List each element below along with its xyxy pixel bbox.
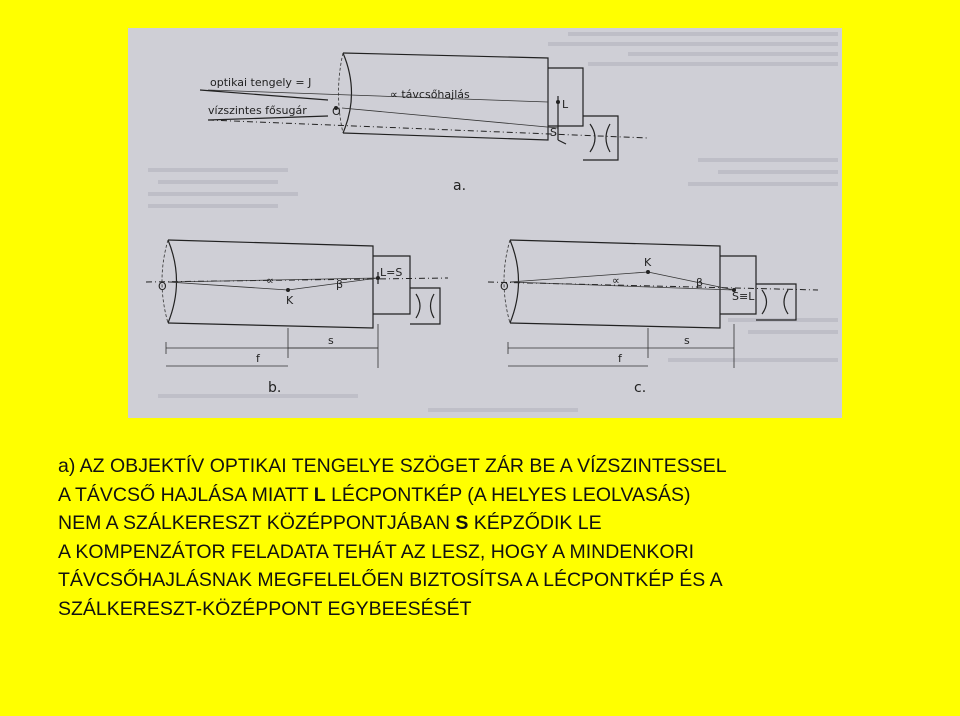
label-alpha-b: ∝ <box>266 274 274 287</box>
caption-a: a. <box>453 178 467 194</box>
label-SL-c: S≡L <box>732 290 755 303</box>
label-LS-b: L=S <box>380 266 403 279</box>
label-O-b: O <box>158 280 167 293</box>
background-ghost-text <box>148 32 838 412</box>
objective-lens-a <box>343 53 352 133</box>
diagram-b <box>146 240 448 396</box>
label-s-b: s <box>328 334 334 347</box>
caption-line-2-prefix: A TÁVCSŐ HAJLÁSA MIATT <box>58 483 314 506</box>
caption-line-4: A KOMPENZÁTOR FELADATA TEHÁT AZ LESZ, HOGY A MINDENKORI <box>58 540 695 563</box>
label-alpha-c: ∝ <box>612 274 620 287</box>
label-beta-c: β <box>696 276 704 289</box>
label-K-b: K <box>286 294 294 307</box>
caption-c: c. <box>634 380 647 396</box>
label-S-a: S <box>550 126 557 139</box>
caption-line-3-suffix: KÉPZŐDIK LE <box>468 512 602 534</box>
explanation-text <box>58 452 938 623</box>
label-optical-axis: optikai tengely = J <box>210 76 312 89</box>
scanned-figure <box>128 28 842 418</box>
diagram-a <box>200 53 648 194</box>
label-L-a: L <box>562 98 569 111</box>
caption-line-3 <box>58 509 938 538</box>
label-horizontal-ray: vízszintes fősugár <box>208 104 307 117</box>
caption-line-1: a) AZ OBJEKTÍV OPTIKAI TENGELYE SZÖGET ZÁR BE A VÍZSZINTESSEL <box>58 455 727 477</box>
label-O-a: O <box>332 105 341 118</box>
caption-b: b. <box>268 380 282 396</box>
caption-line-6: SZÁLKERESZT-KÖZÉPPONT EGYBEESÉSÉT <box>58 597 472 620</box>
telescope-diagrams <box>128 28 842 418</box>
caption-line-2-suffix: LÉCPONTKÉP (A HELYES LEOLVASÁS) <box>325 483 691 506</box>
label-f-c: f <box>618 352 622 365</box>
caption-line-2 <box>58 481 938 510</box>
label-K-c: K <box>644 256 652 269</box>
label-f-b: f <box>256 352 260 365</box>
label-beta-b: β <box>336 278 344 291</box>
caption-line-2-bold: L <box>313 483 326 506</box>
label-tilt: ∝ távcsőhajlás <box>390 88 470 101</box>
caption-line-3-prefix: NEM A SZÁLKERESZT KÖZÉPPONTJÁBAN <box>58 512 456 534</box>
caption-line-3-bold: S <box>455 512 469 534</box>
caption-line-5: TÁVCSŐHAJLÁSNAK MEGFELELŐEN BIZTOSÍTSA A LÉCPONTKÉP ÉS A <box>58 569 723 591</box>
label-s-c: s <box>684 334 690 347</box>
label-O-c: O <box>500 280 509 293</box>
